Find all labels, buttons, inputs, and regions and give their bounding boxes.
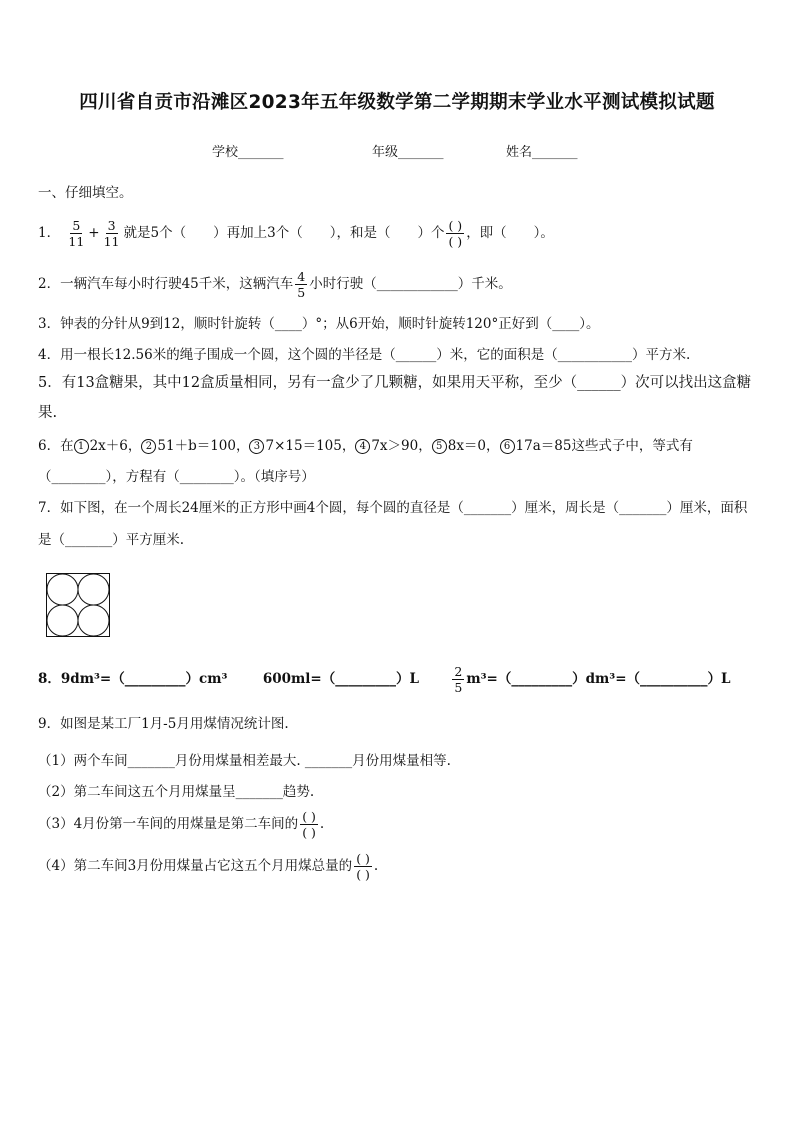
question-9-part-2: （2）第二车间这五个月用煤量呈_______趋势.	[38, 784, 315, 800]
question-1	[38, 214, 554, 252]
question-9-part-3	[38, 805, 324, 843]
circled-6: 6	[500, 439, 515, 454]
q6-item: 2x＋6，	[89, 438, 142, 454]
question-5: 5．有13盒糖果，其中12盒质量相同，另有一盒少了几颗糖，如果用天平称，至少（______）次可以找出这盒糖果.	[38, 375, 752, 421]
q1-text-end: ，即（ ）。	[466, 225, 554, 241]
q8-part-b: 600ml=（_________）L	[262, 671, 419, 687]
period: .	[319, 816, 325, 832]
question-9-stem: 9．如图是某工厂1月-5月用煤情况统计图.	[38, 716, 289, 732]
q6-item: 8x＝0，	[447, 438, 500, 454]
question-9-part-4	[38, 847, 378, 885]
fraction-5-11: $\frac{5}{11}$	[68, 218, 85, 249]
q1-text: 就是5个（ ）再加上3个（ ），和是（ ）个	[123, 225, 445, 241]
q2-text-end: 小时行驶（____________）千米。	[309, 276, 512, 292]
q6-item: 17a＝85	[515, 438, 572, 454]
q2-text: 2．一辆汽车每小时行驶45千米，这辆汽车	[38, 276, 294, 292]
page-title: 四川省自贡市沿滩区2023年五年级数学第二学期期末学业水平测试模拟试题	[79, 92, 715, 113]
q6-text: 这些式子中，等式有（________），方程有（________）。（填序号）	[38, 438, 693, 485]
fraction-2-5: $\frac{2}{5}$	[454, 664, 463, 695]
fraction-blank: $\frac{( )}{( )}$	[356, 851, 370, 882]
fraction-4-5: $\frac{4}{5}$	[297, 269, 306, 300]
q6-prefix: 6．在	[38, 438, 74, 454]
q6-item: 51＋b＝100，	[157, 438, 250, 454]
q8-part-c: m³=（_________）dm³=（__________）L	[466, 671, 731, 687]
square-four-circles-figure	[46, 573, 110, 637]
circled-4: 4	[355, 439, 370, 454]
circled-3: 3	[249, 439, 264, 454]
period: .	[373, 858, 379, 874]
name-field: 姓名_______	[506, 145, 578, 160]
school-field: 学校_______	[212, 145, 284, 160]
question-7: 7．如下图，在一个周长24厘米的正方形中画4个圆，每个圆的直径是（_______）厘米，周长是（_______）厘米，面积是（_______）平方厘米.	[38, 500, 748, 548]
circled-5: 5	[432, 439, 447, 454]
q8-part-a: 8．9dm³=（_________）cm³	[38, 671, 228, 687]
question-6	[38, 431, 754, 493]
section-heading: 一、仔细填空。	[38, 185, 133, 201]
question-2	[38, 266, 512, 302]
plus-sign: +	[88, 225, 100, 241]
question-4: 4．用一根长12.56米的绳子围成一个圆，这个圆的半径是（______）米，它的面积是（___________）平方米.	[38, 347, 691, 363]
fraction-3-11: $\frac{3}{11}$	[103, 218, 120, 249]
question-3: 3．钟表的分针从9到12，顺时针旋转（____）°；从6开始，顺时针旋转120°正好到（____）。	[38, 316, 600, 332]
grade-field: 年级_______	[372, 145, 444, 160]
circled-2: 2	[141, 439, 156, 454]
q1-number: 1．	[38, 225, 61, 241]
circled-1: 1	[74, 439, 89, 454]
question-8	[38, 661, 731, 697]
q6-item: 7x＞90，	[371, 438, 432, 454]
q9-4-text: （4）第二车间3月份用煤量占它这五个月用煤总量的	[38, 858, 353, 874]
q9-3-text: （3）4月份第一车间的用煤量是第二车间的	[38, 816, 299, 832]
q6-item: 7×15＝105，	[265, 438, 356, 454]
fraction-blank: $\frac{( )}{( )}$	[302, 809, 316, 840]
question-9-part-1: （1）两个车间_______月份用煤量相差最大. _______月份用煤量相等.	[38, 753, 451, 769]
fraction-blank: $\frac{( )}{( )}$	[448, 218, 463, 249]
